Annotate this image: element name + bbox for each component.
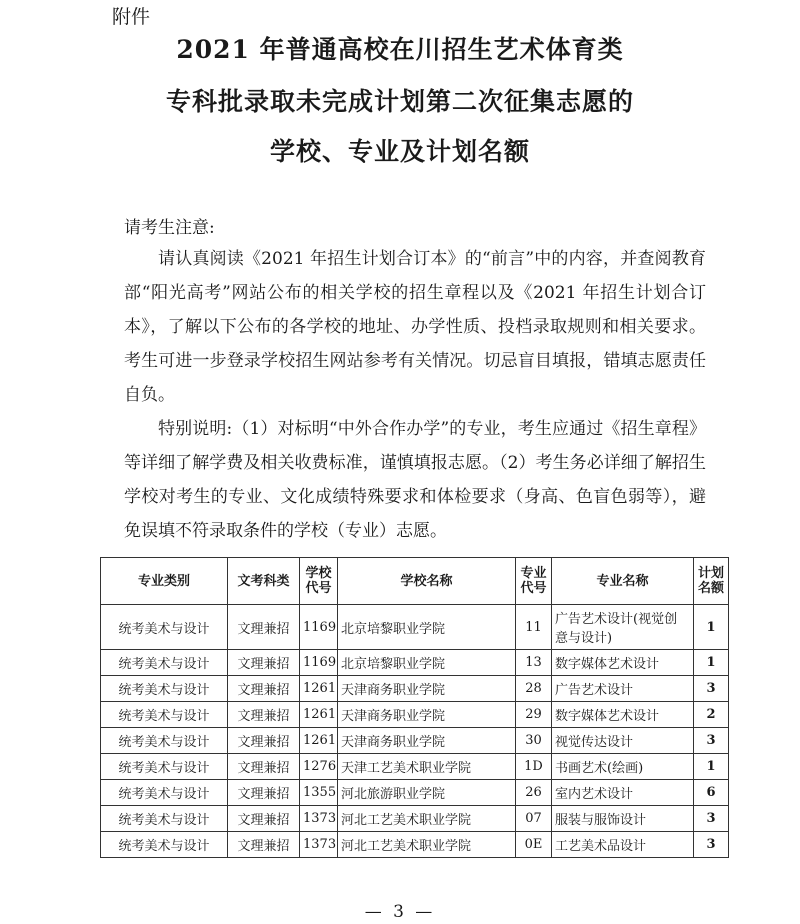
cell-school-code: 1261	[300, 702, 338, 728]
cell-plan-quota: 6	[694, 780, 729, 806]
cell-major-code: 07	[516, 806, 552, 832]
cell-major-name: 广告艺术设计	[552, 676, 694, 702]
cell-school-name: 河北工艺美术职业学院	[338, 832, 516, 858]
cell-major-name: 视觉传达设计	[552, 728, 694, 754]
cell-plan-quota: 1	[694, 754, 729, 780]
cell-school-name: 天津商务职业学院	[338, 676, 516, 702]
cell-school-name: 河北工艺美术职业学院	[338, 806, 516, 832]
title-line-1: 2021 年普通高校在川招生艺术体育类	[176, 35, 624, 64]
table-row	[101, 806, 729, 832]
cell-major-name: 数字媒体艺术设计	[552, 650, 694, 676]
header-school-code: 学校代号	[300, 558, 338, 605]
cell-school-name: 天津商务职业学院	[338, 702, 516, 728]
cell-school-name: 河北旅游职业学院	[338, 780, 516, 806]
cell-exam-subject: 文理兼招	[228, 650, 300, 676]
table-header-row	[101, 558, 729, 605]
cell-major-code: 1D	[516, 754, 552, 780]
cell-exam-subject: 文理兼招	[228, 832, 300, 858]
cell-school-code: 1169	[300, 605, 338, 650]
cell-exam-subject: 文理兼招	[228, 605, 300, 650]
cell-school-code: 1261	[300, 676, 338, 702]
header-major-category: 专业类别	[101, 558, 228, 605]
cell-school-name: 北京培黎职业学院	[338, 605, 516, 650]
cell-school-name: 天津工艺美术职业学院	[338, 754, 516, 780]
cell-plan-quota: 3	[694, 832, 729, 858]
cell-major-category: 统考美术与设计	[101, 605, 228, 650]
cell-plan-quota: 3	[694, 806, 729, 832]
cell-major-code: 29	[516, 702, 552, 728]
cell-major-category: 统考美术与设计	[101, 806, 228, 832]
cell-major-code: 26	[516, 780, 552, 806]
enrollment-plan-table	[100, 557, 729, 858]
cell-plan-quota: 3	[694, 728, 729, 754]
table-row	[101, 650, 729, 676]
table-row	[101, 676, 729, 702]
cell-major-code: 0E	[516, 832, 552, 858]
cell-school-name: 北京培黎职业学院	[338, 650, 516, 676]
cell-school-code: 1169	[300, 650, 338, 676]
cell-major-category: 统考美术与设计	[101, 728, 228, 754]
cell-major-name: 室内艺术设计	[552, 780, 694, 806]
cell-major-category: 统考美术与设计	[101, 702, 228, 728]
cell-school-code: 1261	[300, 728, 338, 754]
cell-plan-quota: 1	[694, 650, 729, 676]
cell-major-code: 28	[516, 676, 552, 702]
table-row	[101, 754, 729, 780]
table-row	[101, 605, 729, 650]
cell-school-code: 1373	[300, 832, 338, 858]
cell-major-name: 数字媒体艺术设计	[552, 702, 694, 728]
table-row	[101, 780, 729, 806]
cell-plan-quota: 3	[694, 676, 729, 702]
header-major-name: 专业名称	[552, 558, 694, 605]
cell-school-code: 1276	[300, 754, 338, 780]
cell-school-code: 1373	[300, 806, 338, 832]
table-row	[101, 832, 729, 858]
header-exam-subject: 文考科类	[228, 558, 300, 605]
cell-major-name: 服装与服饰设计	[552, 806, 694, 832]
cell-plan-quota: 1	[694, 605, 729, 650]
cell-major-name: 工艺美术品设计	[552, 832, 694, 858]
header-school-name: 学校名称	[338, 558, 516, 605]
page-number: — 3 —	[364, 902, 436, 922]
cell-school-code: 1355	[300, 780, 338, 806]
cell-major-category: 统考美术与设计	[101, 832, 228, 858]
table-row	[101, 702, 729, 728]
header-plan-quota: 计划名额	[694, 558, 729, 605]
cell-major-category: 统考美术与设计	[101, 754, 228, 780]
cell-major-category: 统考美术与设计	[101, 780, 228, 806]
cell-school-name: 天津商务职业学院	[338, 728, 516, 754]
cell-exam-subject: 文理兼招	[228, 702, 300, 728]
table-row	[101, 728, 729, 754]
cell-major-category: 统考美术与设计	[101, 676, 228, 702]
cell-major-code: 13	[516, 650, 552, 676]
attachment-label: 附件	[112, 6, 151, 28]
cell-major-code: 11	[516, 605, 552, 650]
cell-exam-subject: 文理兼招	[228, 728, 300, 754]
cell-major-name: 书画艺术(绘画)	[552, 754, 694, 780]
title-line-2: 专科批录取未完成计划第二次征集志愿的	[165, 87, 634, 116]
cell-major-category: 统考美术与设计	[101, 650, 228, 676]
cell-major-name: 广告艺术设计(视觉创意与设计)	[552, 605, 694, 650]
header-major-code: 专业代号	[516, 558, 552, 605]
cell-exam-subject: 文理兼招	[228, 676, 300, 702]
notice-paragraph-2: 特别说明:（1）对标明“中外合作办学”的专业，考生应通过《招生章程》等详细了解学费及相关收费标准，谨慎填报志愿。（2）考生务必详细了解招生学校对考生的专业、文化成绩特殊要求和体检要求（身高、色盲色弱等），避免误填不符录取条件的学校（专业）志愿。	[124, 419, 706, 541]
cell-plan-quota: 2	[694, 702, 729, 728]
cell-major-code: 30	[516, 728, 552, 754]
notice-paragraph-1: 请认真阅读《2021 年招生计划合订本》的“前言”中的内容，并查阅教育部“阳光高考”网站公布的相关学校的招生章程以及《2021 年招生计划合订本》，了解以下公布的各学校的地址、办学性质、投档录取规则和相关要求。考生可进一步登录学校招生网站参考有关情况。切忌盲目填报，错填志愿责任自负。	[124, 249, 706, 405]
cell-exam-subject: 文理兼招	[228, 806, 300, 832]
title-line-3: 学校、专业及计划名额	[269, 137, 530, 166]
cell-exam-subject: 文理兼招	[228, 780, 300, 806]
notice-heading: 请考生注意:	[124, 218, 215, 238]
cell-exam-subject: 文理兼招	[228, 754, 300, 780]
